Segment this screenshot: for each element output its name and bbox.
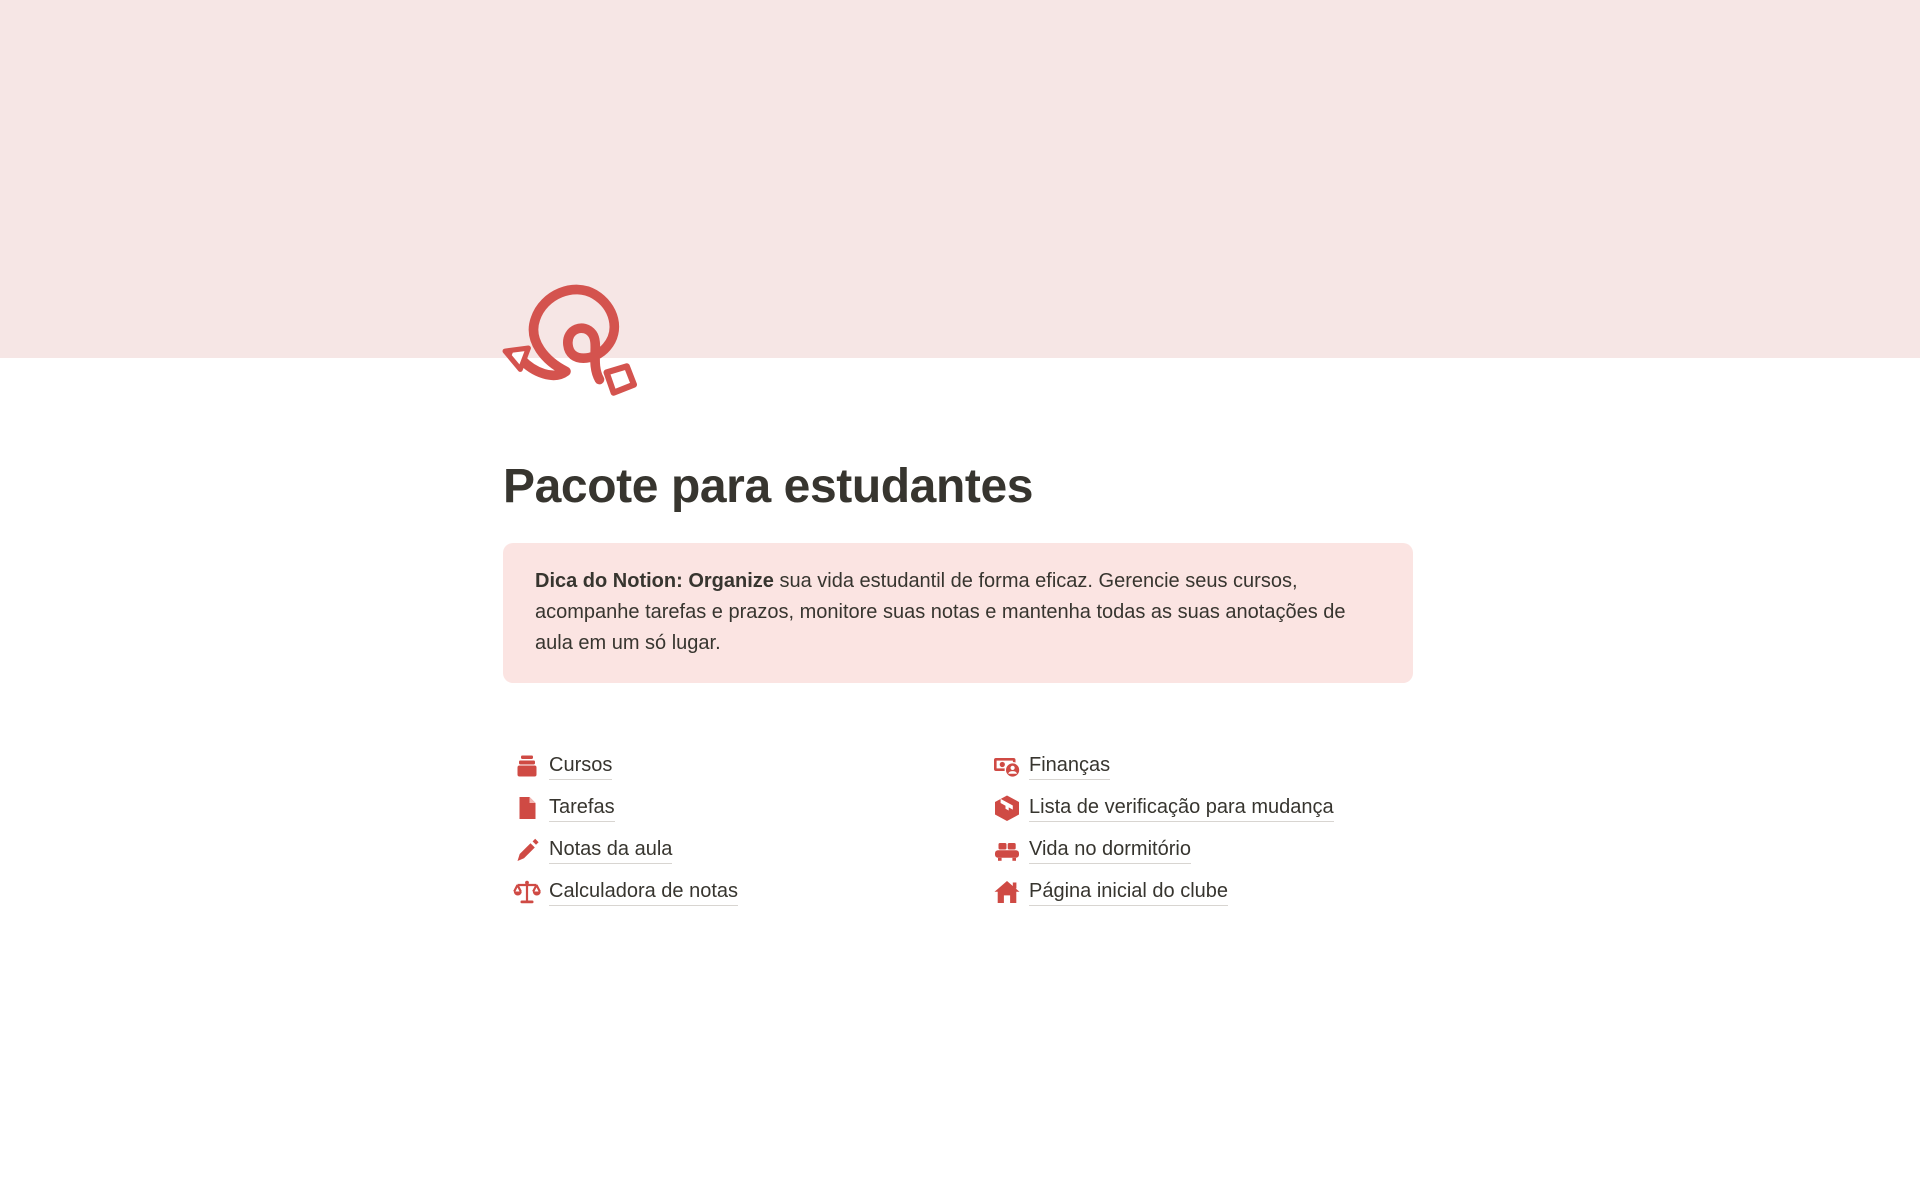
page-link-tarefas[interactable] xyxy=(503,787,958,829)
page-link-pagina-inicial-do-clube[interactable] xyxy=(958,871,1413,913)
page-link-label: Lista de verificação para mudança xyxy=(1029,794,1334,822)
page-link-label: Tarefas xyxy=(549,794,615,822)
page-link-label: Notas da aula xyxy=(549,836,672,864)
scale-icon xyxy=(513,878,541,906)
house-icon xyxy=(993,878,1021,906)
page-links-grid xyxy=(503,745,1413,913)
toolbox-icon xyxy=(513,752,541,780)
pencil-scribble-icon xyxy=(501,278,637,408)
page-link-vida-no-dormitorio[interactable] xyxy=(958,829,1413,871)
page-link-label: Finanças xyxy=(1029,752,1110,780)
page-link-label: Calculadora de notas xyxy=(549,878,738,906)
page-link-label: Página inicial do clube xyxy=(1029,878,1228,906)
money-icon xyxy=(993,752,1021,780)
page-link-lista-de-verificacao[interactable] xyxy=(958,787,1413,829)
pencil-icon xyxy=(513,836,541,864)
links-column-right xyxy=(958,745,1413,913)
callout-bold-text: Dica do Notion: Organize xyxy=(535,570,774,592)
page-icon[interactable] xyxy=(501,278,637,408)
page-link-financas[interactable] xyxy=(958,745,1413,787)
package-icon xyxy=(993,794,1021,822)
page-body xyxy=(503,458,1413,913)
page-title[interactable]: Pacote para estudantes xyxy=(503,460,1034,513)
document-icon xyxy=(513,794,541,822)
notion-tip-callout[interactable] xyxy=(503,543,1413,683)
page-link-label: Vida no dormitório xyxy=(1029,836,1191,864)
couch-icon xyxy=(993,836,1021,864)
links-column-left xyxy=(503,745,958,913)
page-link-cursos[interactable] xyxy=(503,745,958,787)
page-link-notas-da-aula[interactable] xyxy=(503,829,958,871)
cover-banner xyxy=(0,0,1920,358)
callout-text: sua vida estudantil de forma eficaz. Gerencie seus cursos, acompanhe tarefas e prazos, monitore suas notas e mantenha todas as suas anotações de aula em um só lugar. xyxy=(535,570,1346,654)
page-link-label: Cursos xyxy=(549,752,612,780)
page-link-calculadora-de-notas[interactable] xyxy=(503,871,958,913)
